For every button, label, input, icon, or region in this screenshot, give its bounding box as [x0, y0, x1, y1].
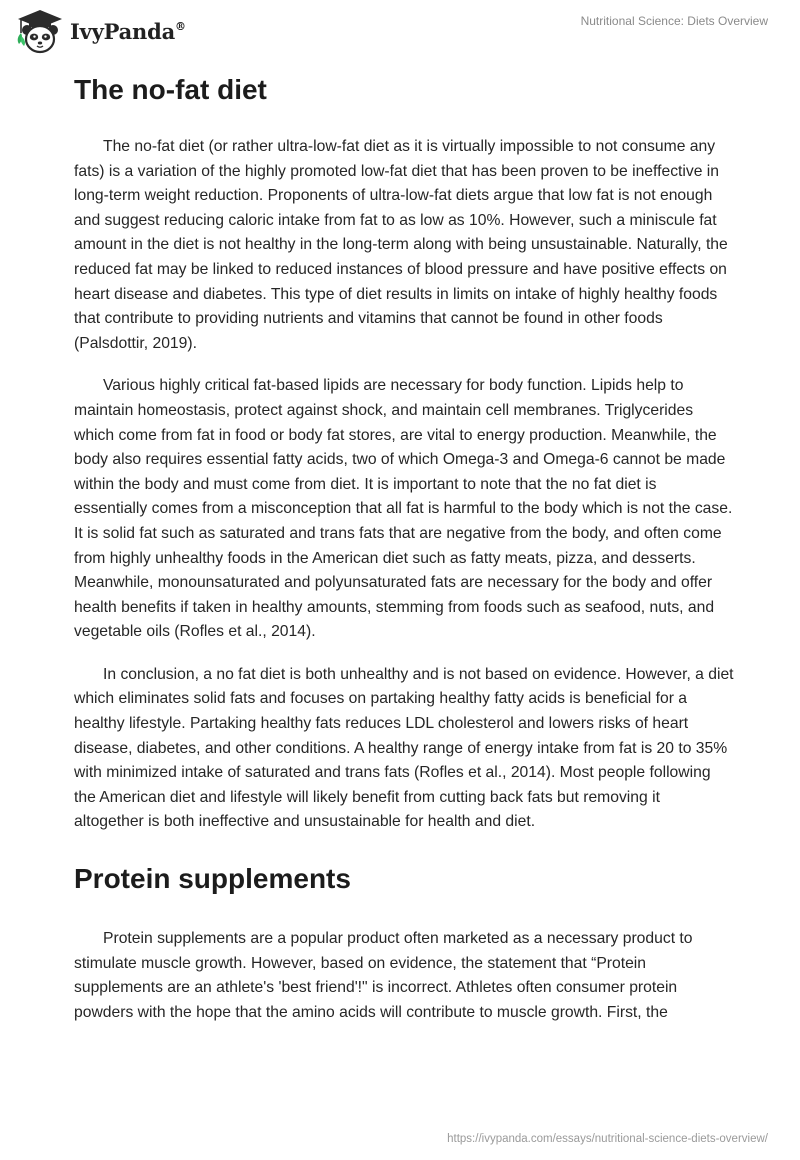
document-title: Nutritional Science: Diets Overview [580, 14, 768, 28]
registered-mark: ® [175, 19, 186, 33]
paragraph: Protein supplements are a popular product often marketed as a necessary product to stimulate muscle growth. However, based on evidence, the statement that “Protein supplements are an athlete's 'best friend'!" is incorrect. Athletes often consumer protein powders with the hope that the amino acids will contribute to muscle growth. First, the [74, 930, 693, 1021]
essay-content [74, 68, 734, 1043]
page-header [0, 0, 800, 62]
section-heading: The no-fat diet [74, 74, 267, 105]
ivypanda-logo[interactable] [15, 8, 186, 54]
panda-graduate-icon [15, 8, 65, 54]
paragraph: The no-fat diet (or rather ultra-low-fat diet as it is virtually impossible to not consume any fats) is a variation of the highly promoted low-fat diet that has been proven to be ineffective in long-term weight reduction. Proponents of ultra-low-fat diets argue that low fat is not enough and suggest reducing caloric intake from fat to as low as 10%. However, such a miniscule fat amount in the diet is not healthy in the long-term along with being unsustainable. Naturally, the reduced fat may be linked to reduced instances of blood pressure and have positive effects on heart disease and diabetes. This type of diet results in limits on intake of highly healthy foods that contribute to providing nutrients and vitamins that cannot be found in other foods (Palsdottir, 2019). [74, 138, 728, 352]
paragraph: In conclusion, a no fat diet is both unhealthy and is not based on evidence. However, a diet which eliminates solid fats and focuses on partaking healthy fatty acids is beneficial for a healthy lifestyle. Partaking healthy fats reduces LDL cholesterol and lowers risks of heart disease, diabetes, and other conditions. A healthy range of energy intake from fat is 20 to 35% with minimized intake of saturated and trans fats (Rofles et al., 2014). Most people following the American diet and lifestyle will likely benefit from cutting back fats but removing it altogether is both ineffective and unsustainable for health and diet. [74, 665, 734, 831]
section-heading: Protein supplements [74, 863, 351, 895]
logo-wordmark: IvyPanda® [70, 18, 186, 44]
section-protein-supplements [74, 857, 734, 1025]
source-url-link[interactable]: https://ivypanda.com/essays/nutritional-science-diets-overview/ [447, 1133, 768, 1145]
section-no-fat-diet [74, 68, 734, 835]
paragraph: Various highly critical fat-based lipids are necessary for body function. Lipids help to maintain homeostasis, protect against shock, and maintain cell membranes. Triglycerides which come from fat in food or body fat stores, are vital to energy production. Meanwhile, the body also requires essential fatty acids, two of which Omega-3 and Omega-6 cannot be made within the body and must come from diet. It is important to note that the no fat diet is essentially comes from a misconception that all fat is harmful to the body which is not the case. It is solid fat such as saturated and trans fats that are negative from the body, and often come from highly unhealthy foods in the American diet such as fatty meats, pizza, and desserts. Meanwhile, monounsaturated and polyunsaturated fats are necessary for the body and offer health benefits if taken in healthy amounts, stemming from foods such as seafood, nuts, and vegetable oils (Rofles et al., 2014). [74, 377, 733, 641]
